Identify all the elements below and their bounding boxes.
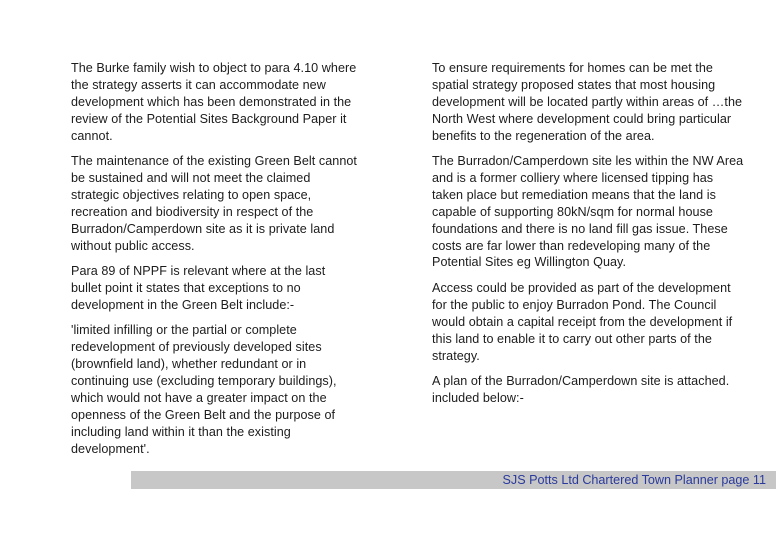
left-paragraph-1: The Burke family wish to object to para 4.10 where the strategy asserts it can accommodate new development which has been demonstrated in the review of the Potential Sites Background Paper it cannot. bbox=[71, 61, 357, 143]
right-paragraph-2: The Burradon/Camperdown site les within the NW Area and is a former colliery where licensed tipping has taken place but remediation means that the land is capable of supporting 80kN/sqm for normal house foundations and there is no land fill gas issue. These costs are far lower than redeveloping many of the Potential Sites eg Willington Quay. bbox=[432, 154, 744, 270]
footer-bar bbox=[131, 471, 776, 489]
right-column bbox=[432, 60, 744, 415]
right-paragraph-3: Access could be provided as part of the development for the public to enjoy Burradon Pond. The Council would obtain a capital receipt from the development if this land to enable it to carry out other parts of the strategy. bbox=[432, 280, 733, 363]
left-paragraph-4-quote: 'limited infilling or the partial or complete redevelopment of previously developed sites (brownfield land), whether redundant or in continuing use (excluding temporary buildings), which would not have a greater impact on the openness of the Green Belt and the purpose of including land within it than the existing development'. bbox=[71, 323, 337, 456]
right-paragraph-4: A plan of the Burradon/Camperdown site is attached. included below:- bbox=[432, 373, 730, 405]
footer-page-label: SJS Potts Ltd Chartered Town Planner page 11 bbox=[502, 473, 766, 487]
left-paragraph-3: Para 89 of NPPF is relevant where at the last bullet point it states that exceptions to no development in the Green Belt include:- bbox=[71, 263, 326, 312]
left-column bbox=[71, 60, 357, 466]
left-paragraph-2: The maintenance of the existing Green Belt cannot be sustained and will not meet the claimed strategic objectives relating to open space, recreation and biodiversity in respect of the Burradon/Camperdown site as it is private land without public access. bbox=[71, 154, 357, 253]
right-paragraph-1: To ensure requirements for homes can be met the spatial strategy proposed states that most housing development will be located partly within areas of …the North West where development could bring particular benefits to the regeneration of the area. bbox=[432, 61, 743, 143]
